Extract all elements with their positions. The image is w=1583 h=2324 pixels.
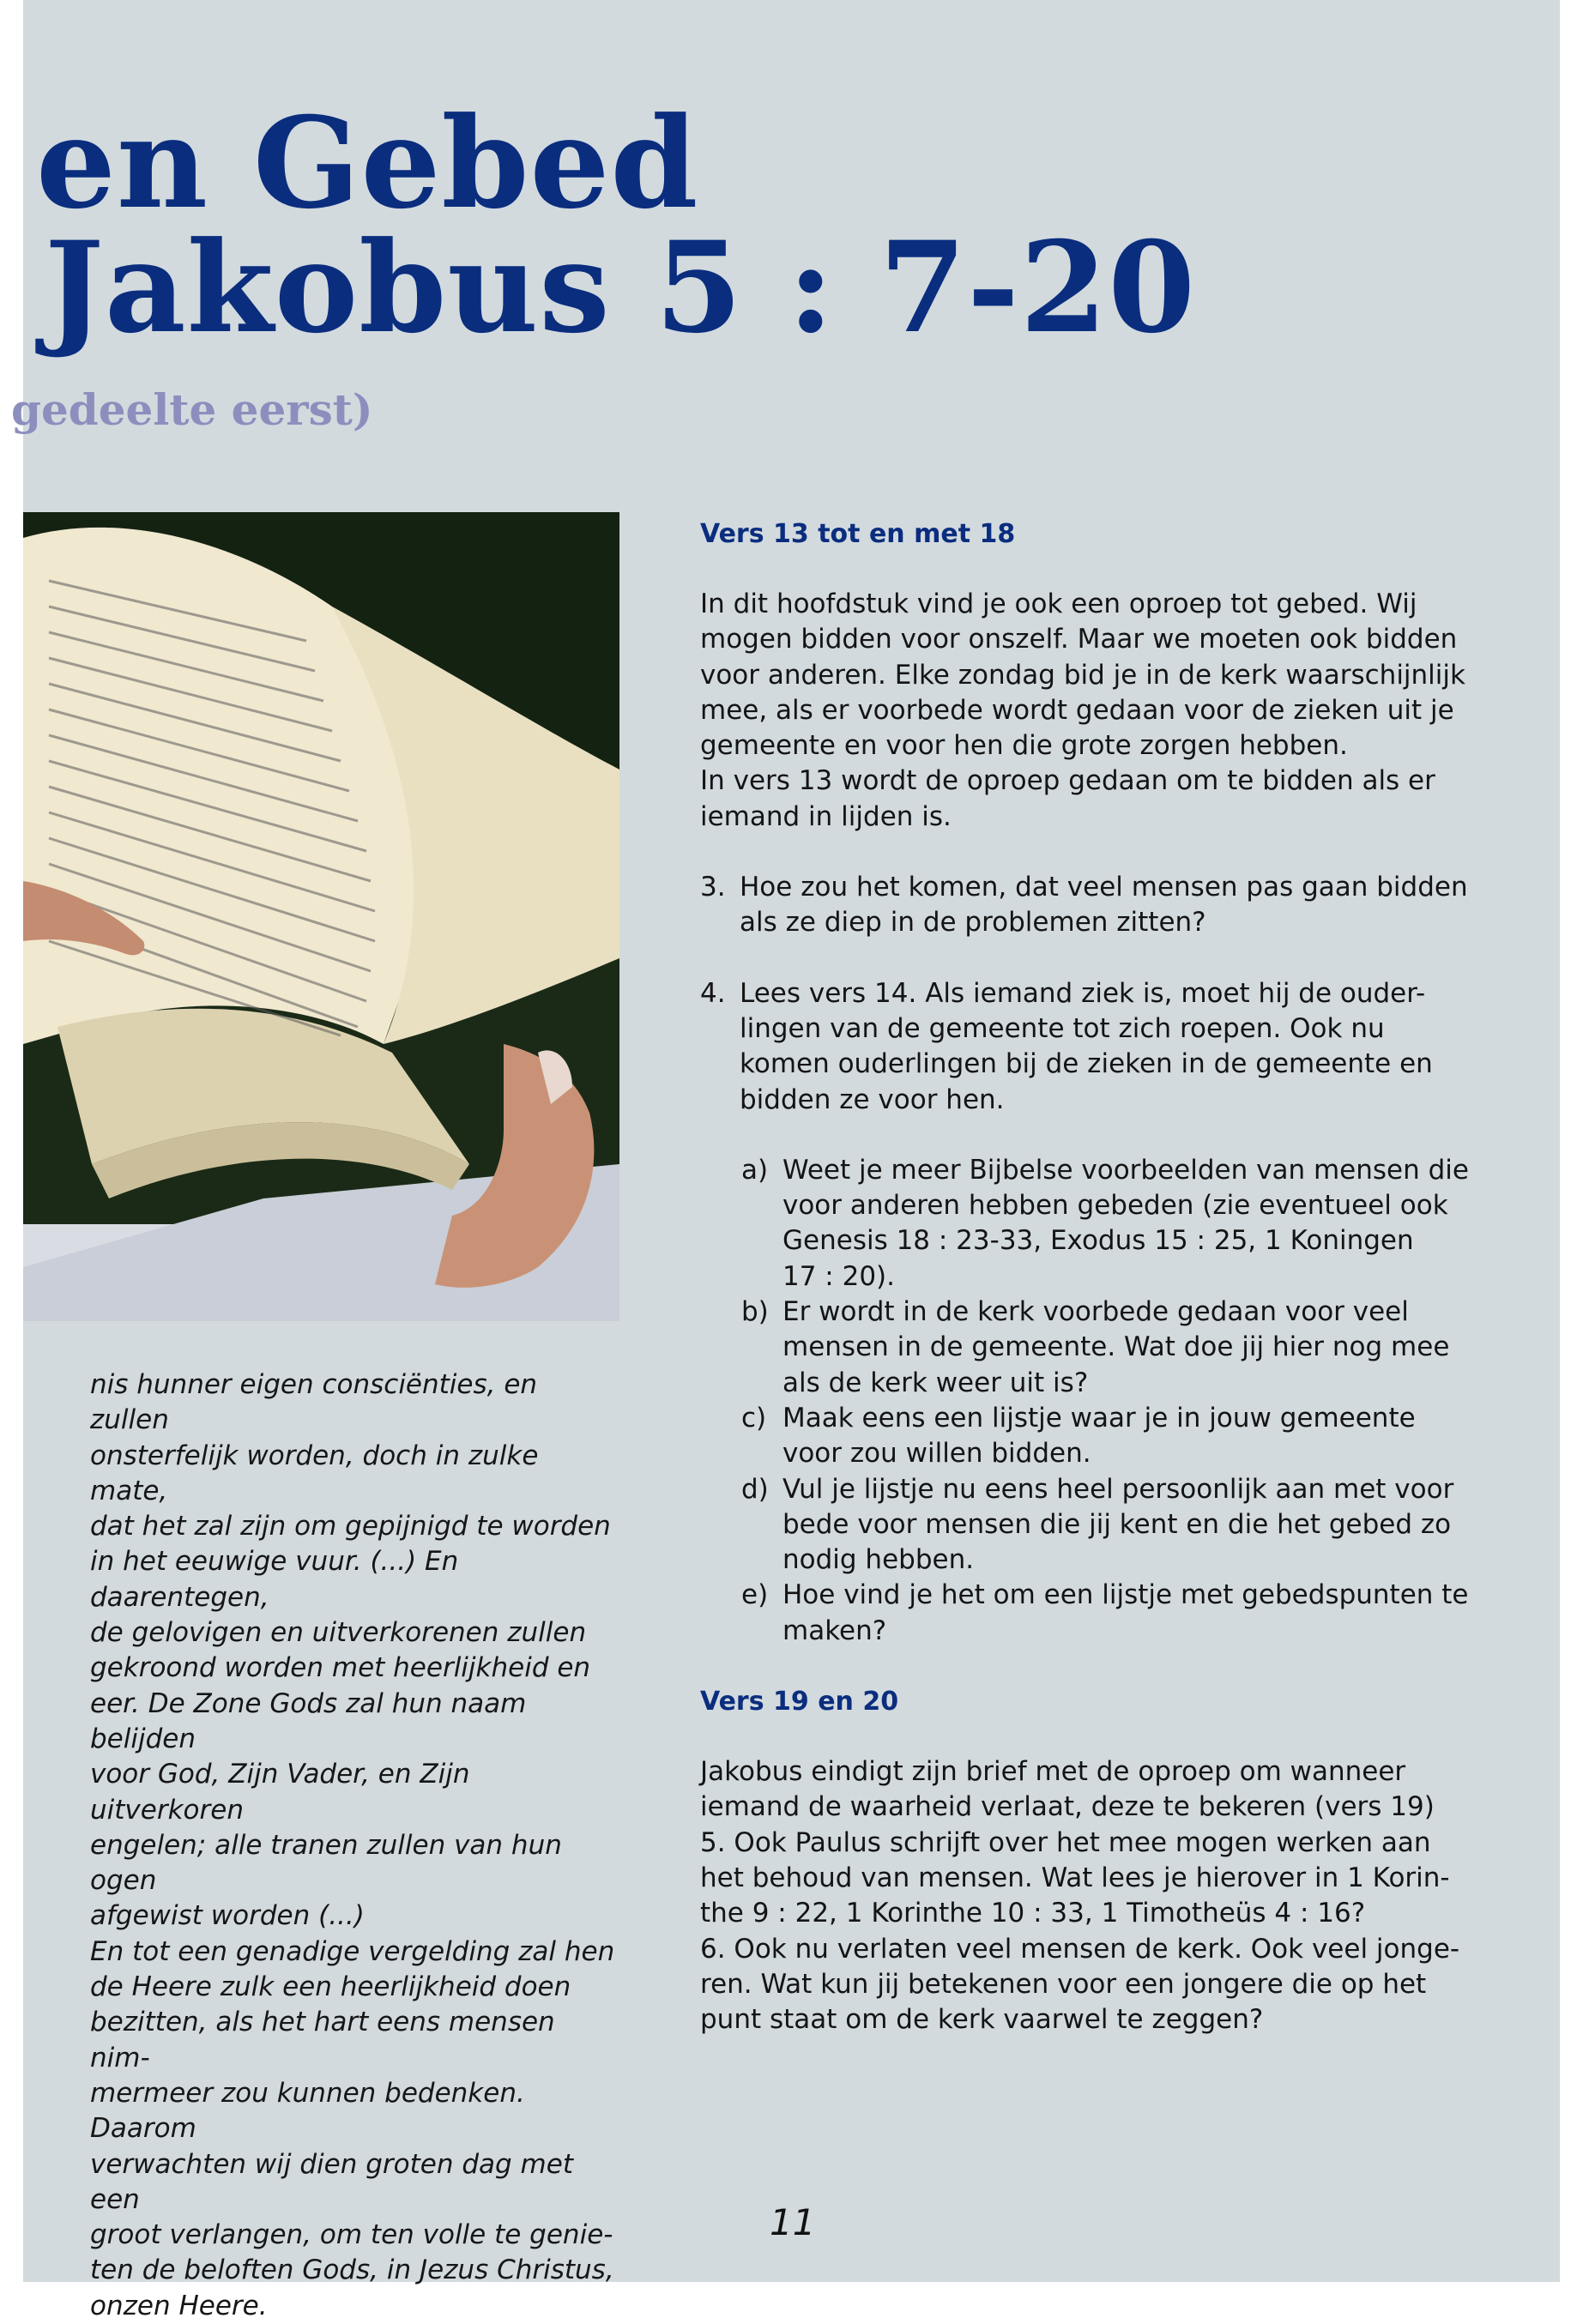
question-number: 4. bbox=[700, 977, 726, 1009]
list-item-text: Weet je meer Bijbelse voorbeelden van mensen die voor anderen hebben gebeden (zie eventueel ook Genesis 18 : 23-33, Exodus 15 : 25, 1 Koningen 17 : 20). bbox=[782, 1154, 1469, 1292]
list-item bbox=[741, 1578, 1494, 1649]
open-book-photo bbox=[23, 512, 619, 1321]
list-item bbox=[741, 1153, 1494, 1295]
list-item-text: Hoe vind je het om een lijstje met gebedspunten te maken? bbox=[782, 1579, 1469, 1646]
subtitle: gedeelte eerst) bbox=[11, 384, 373, 435]
question-4 bbox=[700, 976, 1494, 1118]
intro-paragraph: In dit hoofdstuk vind je ook een oproep tot gebed. Wij mogen bidden voor onszelf. Maar we moeten ook bidden voor anderen. Elke zondag bid je in de kerk waarschijnlijk mee, als er voorbede wordt gedaan voor de zieken uit je gemeente en voor hen die grote zorgen hebben. In vers 13 wordt de oproep gedaan om te bidden als er iemand in lijden is. bbox=[700, 589, 1465, 832]
list-item-label: a) bbox=[741, 1154, 769, 1186]
list-item-label: c) bbox=[741, 1402, 767, 1434]
section-heading-verses-19-20: Vers 19 en 20 bbox=[700, 1687, 899, 1717]
closing-paragraph: Jakobus eindigt zijn brief met de oproep om wanneer iemand de waarheid verlaat, deze te bekeren (vers 19) 5. Ook Paulus schrijft over het mee mogen werken aan het behoud van mensen. Wat lees je hierover in 1 Korin- the 9 : 22, 1 Korinthe 10 : 33, 1 Timotheüs 4 : 16? 6. Ook nu verlaten veel mensen de kerk. Ook veel jonge- ren. Wat kun jij betekenen voor een jongere die op het punt staat om de kerk vaarwel te zeggen? bbox=[700, 1756, 1460, 2036]
title-line-1: en Gebed bbox=[36, 90, 699, 237]
italic-quote: nis hunner eigen consciënties, en zullen onsterfelijk worden, doch in zulke mate, dat het zal zijn om gepijnigd te worden in het eeuwige vuur. (...) En daarentegen, de gelovigen en uitverkorenen zullen gekroond worden met heerlijkheid en eer. De Zone Gods zal hun naam belijden voor God, Zijn Vader, en Zijn uitverkoren engelen; alle tranen zullen van hun ogen afgewist worden (...) En tot een genadige vergelding zal hen de Heere zulk een heerlijkheid doen bezitten, als het hart eens mensen nim- mermeer zou kunnen bedenken. Daarom verwachten wij dien groten dag met een groot verlangen, om ten volle te genie- ten de beloften Gods, in Jezus Christus, onzen Heere. bbox=[90, 1369, 615, 2321]
page bbox=[11, 0, 1560, 2321]
page-number: 11 bbox=[770, 2201, 816, 2243]
list-item-text: Vul je lijstje nu eens heel persoonlijk aan met voor bede voor mensen die jij kent en die het gebed zo nodig hebben. bbox=[782, 1473, 1454, 1576]
list-item bbox=[741, 1295, 1494, 1401]
question-number: 3. bbox=[700, 872, 726, 903]
title-line-2: Jakobus 5 : 7-20 bbox=[45, 214, 1196, 361]
list-item-label: b) bbox=[741, 1296, 769, 1328]
list-item-text: Maak eens een lijstje waar je in jouw gemeente voor zou willen bidden. bbox=[782, 1402, 1416, 1470]
list-item-text: Er wordt in de kerk voorbede gedaan voor veel mensen in de gemeente. Wat doe jij hier nog mee als de kerk weer uit is? bbox=[782, 1296, 1450, 1398]
list-item-label: d) bbox=[741, 1473, 769, 1505]
question-3 bbox=[700, 870, 1494, 941]
question-text: Hoe zou het komen, dat veel mensen pas gaan bidden als ze diep in de problemen zitten? bbox=[740, 872, 1468, 939]
sub-questions-list bbox=[700, 1153, 1494, 1649]
list-item-label: e) bbox=[741, 1579, 769, 1611]
list-item bbox=[741, 1472, 1494, 1579]
list-item bbox=[741, 1401, 1494, 1472]
right-column bbox=[700, 516, 1494, 2037]
question-text: Lees vers 14. Als iemand ziek is, moet hij de ouder- lingen van de gemeente tot zich roepen. Ook nu komen ouderlingen bij de zieken in de gemeente en bidden ze voor hen. bbox=[740, 977, 1433, 1115]
section-heading-verses-13-18: Vers 13 tot en met 18 bbox=[700, 519, 1016, 549]
